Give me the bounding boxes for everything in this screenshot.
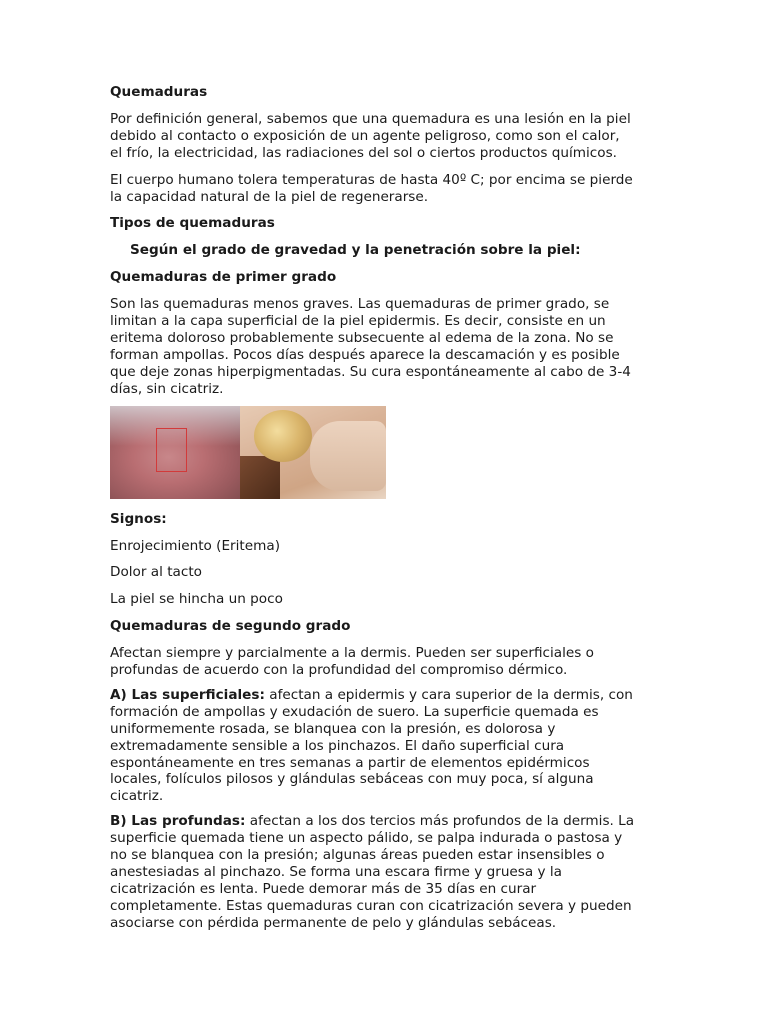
second-degree-paragraph bbox=[110, 645, 658, 679]
deep-line: asociarse con pérdida permanente de pelo y glándulas sebáceas. bbox=[110, 914, 557, 931]
intro-line: debido al contacto o exposición de un agente peligroso, como son el calor, bbox=[110, 127, 620, 144]
deep-label: B) Las profundas: bbox=[110, 813, 246, 830]
second-degree-line: profundas de acuerdo con la profundidad del compromiso dérmico. bbox=[110, 662, 568, 679]
first-degree-line: forman ampollas. Pocos días después aparece la descamación y es posible bbox=[110, 346, 620, 363]
blister-burn-photo bbox=[240, 406, 386, 499]
first-degree-heading: Quemaduras de primer grado bbox=[110, 269, 337, 286]
signs-heading: Signos: bbox=[110, 510, 167, 527]
sign-item: Enrojecimiento (Eritema) bbox=[110, 537, 280, 554]
deep-line: cicatrización es lenta. Puede demorar más de 35 días en curar bbox=[110, 880, 537, 897]
first-degree-line: que deje zonas hiperpigmentadas. Su cura espontáneamente al cabo de 3-4 bbox=[110, 363, 631, 380]
tolerance-line: El cuerpo humano tolera temperaturas de hasta 40º C; por encima se pierde bbox=[110, 171, 633, 188]
second-degree-line: Afectan siempre y parcialmente a la dermis. Pueden ser superficiales o bbox=[110, 645, 594, 662]
first-degree-line: Son las quemaduras menos graves. Las quemaduras de primer grado, se bbox=[110, 296, 610, 313]
deep-paragraph bbox=[110, 813, 658, 931]
deep-line: completamente. Estas quemaduras curan con cicatrización severa y pueden bbox=[110, 897, 632, 914]
superficial-line: formación de ampollas y exudación de suero. La superficie quemada es bbox=[110, 703, 599, 720]
first-degree-paragraph bbox=[110, 296, 658, 397]
first-degree-line: limitan a la capa superficial de la piel epidermis. Es decir, consiste en un bbox=[110, 313, 606, 330]
photo-hand bbox=[310, 421, 386, 491]
superficial-line: cicatriz. bbox=[110, 788, 164, 805]
first-degree-line: eritema doloroso probablemente subsecuente al edema de la zona. No se bbox=[110, 329, 614, 346]
tolerance-line: la capacidad natural de la piel de regenerarse. bbox=[110, 188, 429, 205]
tolerance-paragraph bbox=[110, 172, 658, 206]
superficial-line: extremadamente sensible a los pinchazos. El daño superficial cura bbox=[110, 737, 565, 754]
intro-paragraph bbox=[110, 111, 658, 162]
deep-line: no se blanquea con la presión; algunas áreas pueden estar insensibles o bbox=[110, 847, 605, 864]
document-body bbox=[110, 84, 658, 932]
deep-line: afectan a los dos tercios más profundos de la dermis. La bbox=[245, 813, 635, 830]
first-degree-burn-photo bbox=[110, 406, 240, 499]
intro-line: Por definición general, sabemos que una quemadura es una lesión en la piel bbox=[110, 110, 631, 127]
superficial-paragraph bbox=[110, 687, 658, 805]
document-title: Quemaduras bbox=[110, 84, 208, 100]
superficial-label: A) Las superficiales: bbox=[110, 686, 265, 703]
sign-item: La piel se hincha un poco bbox=[110, 591, 283, 608]
superficial-line: locales, folículos pilosos y glándulas sebáceas con muy poca, sí alguna bbox=[110, 771, 594, 788]
superficial-line: espontáneamente en tres semanas a partir de elementos epidérmicos bbox=[110, 754, 590, 771]
highlight-box bbox=[156, 428, 187, 472]
second-degree-heading: Quemaduras de segundo grado bbox=[110, 618, 351, 635]
photo-hair bbox=[240, 456, 280, 499]
blister-shape bbox=[254, 410, 312, 462]
burn-photos bbox=[110, 406, 386, 499]
superficial-line: uniformemente rosada, se blanquea con la presión, es dolorosa y bbox=[110, 720, 556, 737]
criteria-heading: Según el grado de gravedad y la penetración sobre la piel: bbox=[130, 242, 581, 259]
types-heading: Tipos de quemaduras bbox=[110, 215, 275, 232]
first-degree-line: días, sin cicatriz. bbox=[110, 380, 224, 397]
intro-line: el frío, la electricidad, las radiaciones del sol o ciertos productos químicos. bbox=[110, 144, 617, 161]
superficial-line: afectan a epidermis y cara superior de la dermis, con bbox=[264, 686, 633, 703]
deep-line: anestesiadas al pinchazo. Se forma una escara firme y gruesa y la bbox=[110, 864, 562, 880]
sign-item: Dolor al tacto bbox=[110, 564, 202, 581]
deep-line: superficie quemada tiene un aspecto pálido, se palpa indurada o pastosa y bbox=[110, 830, 623, 847]
